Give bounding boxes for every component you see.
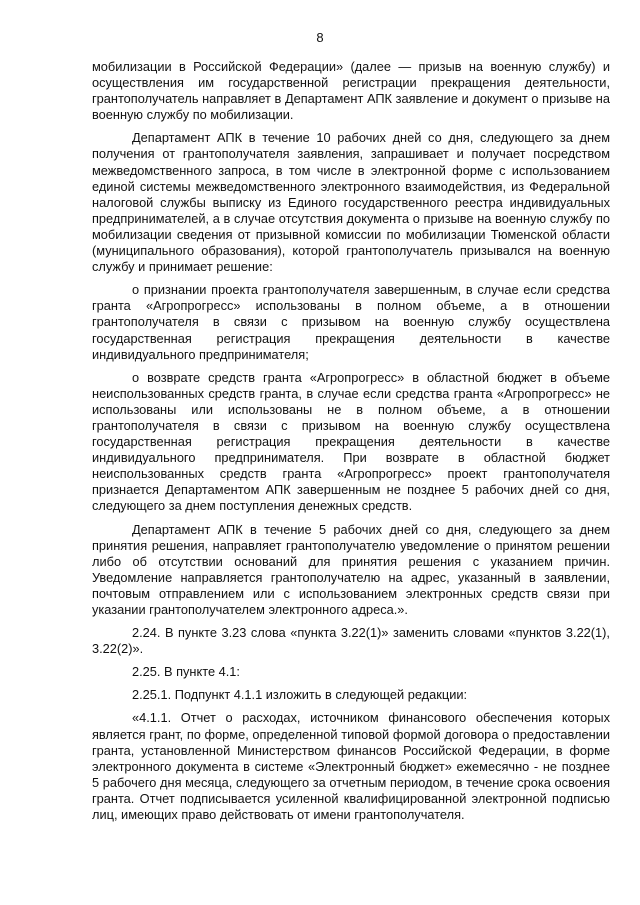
paragraph-department-request: Департамент АПК в течение 10 рабочих дней со дня, следующего за днем получения от грантополучателя заявления, запрашивает и получает посредством межведомственного запроса, в том числе в электронной форме с использованием единой системы межведомственного электронного взаимодействия, из Федеральной налоговой службы выписку из Единого государственного реестра индивидуальных предпринимателей, а в случае отсутствия документа о призыве на военную службу по мобилизации сведения от призывной комиссии по мобилизации Тюменской области (муниципального образования), которой грантополучатель призывался на военную службу и принимает решение: [92, 130, 610, 275]
paragraph-2-25: 2.25. В пункте 4.1: [132, 664, 240, 680]
paragraph-notification: Департамент АПК в течение 5 рабочих дней со дня, следующего за днем принятия решения, направляет грантополучателю уведомление о принятом решении либо об отсутствии оснований для принятия решения с указанием причин. Уведомление направляется грантополучателю на адрес, указанный в заявлении, почтовым отправлением или с использованием электронных средств связи при указании грантополучателем электронного адреса.». [92, 521, 610, 617]
paragraph-2-24: 2.24. В пункте 3.23 слова «пункта 3.22(1)» заменить словами «пунктов 3.22(1), 3.22(2)». [92, 625, 610, 657]
paragraph-decision-completed: о признании проекта грантополучателя завершенным, в случае если средства гранта «Агропрогресс» использованы в полном объеме, а в отношении грантополучателя в связи с призывом на военную службу осуществлена государственная регистрация прекращения деятельности в качестве индивидуального предпринимателя; [92, 282, 610, 362]
document-body [92, 59, 610, 823]
paragraph-continuation: мобилизации в Российской Федерации» (далее — призыв на военную службу) и осуществления им государственной регистрации прекращения деятельности, грантополучатель направляет в Департамент АПК заявление и документ о призыве на военную службу по мобилизации. [92, 59, 610, 123]
paragraph-4-1-1: «4.1.1. Отчет о расходах, источником финансового обеспечения которых является грант, по форме, определенной типовой формой договора о предоставлении гранта, установленной Министерством финансов Российской Федерации, в форме электронного документа в системе «Электронный бюджет» ежемесячно - не позднее 5 рабочего дня месяца, следующего за отчетным периодом, в течение срока освоения гранта. Отчет подписывается усиленной квалифицированной электронной подписью лиц, имеющих право действовать от имени грантополучателя. [92, 710, 610, 823]
paragraph-decision-refund: о возврате средств гранта «Агропрогресс» в областной бюджет в объеме неиспользованных средств гранта, в случае если средства гранта «Агропрогресс» не использованы или использованы не в полном объеме, а в отношении грантополучателя в связи с призывом на военную службу осуществлена государственная регистрация прекращения деятельности в качестве индивидуального предпринимателя. При возврате в областной бюджет неиспользованных средств гранта «Агропрогресс» проект грантополучателя признается Департаментом АПК завершенным не позднее 5 рабочих дней со дня, следующего за днем поступления денежных средств. [92, 369, 610, 514]
paragraph-2-25-1: 2.25.1. Подпункт 4.1.1 изложить в следующей редакции: [132, 687, 468, 703]
page-number: 8 [316, 30, 324, 45]
